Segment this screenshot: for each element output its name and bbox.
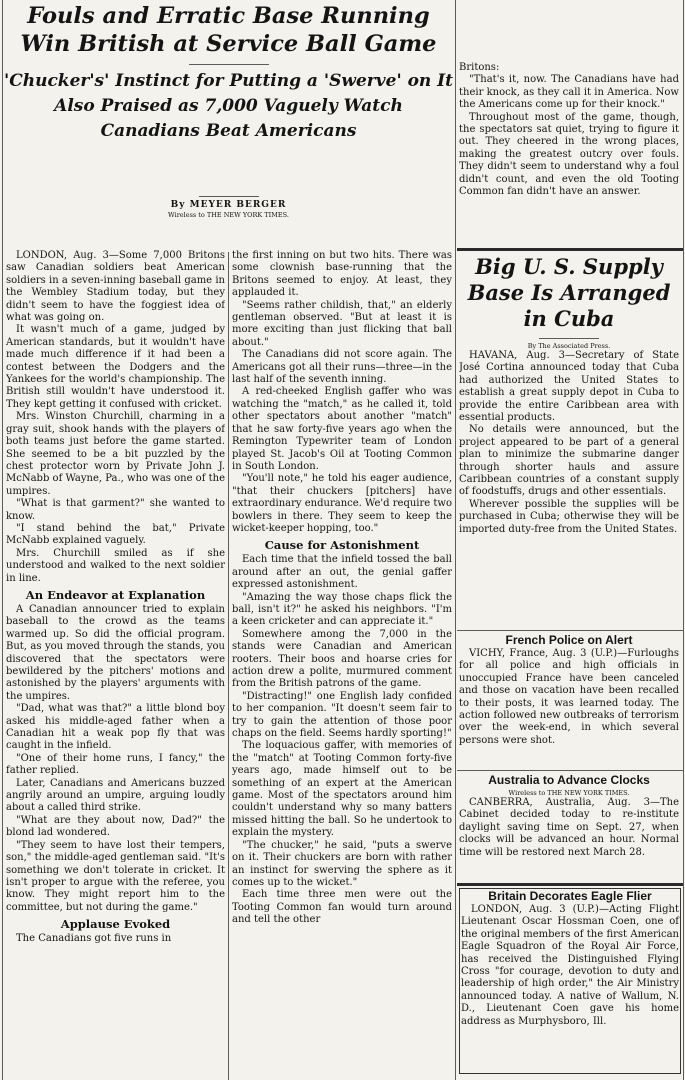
main-headline: Fouls and Erratic Base Running Win British at Service Ball Game [20,3,437,57]
main-byline-block [4,196,453,218]
col1-paragraph: "They seem to have lost their tempers, son," the middle-aged gentleman said. "It's something we don't tolerate in cricket. It isn't proper to argue with the referee, you know. They might report him to the committee, but not during the game." [6,839,225,913]
col1-paragraph: Mrs. Winston Churchill, charming in a gray suit, shook hands with the players of both teams just before the game started. She seemed to be a bit puzzled by the chest protector worn by Private John J. McNabb of Wayne, Pa., who was one of the umpires. [6,411,225,497]
cuba-paragraph: HAVANA, Aug. 3—Secretary of State José Cortina announced today that Cuba had authorized the United States to establish a great supply depot in Cuba to provide the entire Caribbean area with essential products. [459,350,679,424]
france-headline: French Police on Alert [505,633,633,647]
france-story [459,633,679,767]
main-column-1 [6,250,225,1080]
cuba-paragraph: Wherever possible the supplies will be purchased in Cuba; otherwise they will be imported duty-free from the United States. [459,498,679,535]
col3-paragraph: Throughout most of the game, though, the spectators sat quiet, trying to figure it out. They cheered in the wrong places, making the greatest outcry over fouls. They didn't seem to understand why a foul didn't count, and even the old Tooting Common fan didn't have an answer. [459,111,679,198]
col1-paragraph: Later, Canadians and Americans buzzed angrily around an umpire, arguing loudly about a called third strike. [6,777,225,814]
col1-paragraph: "What is that garment?" she wanted to know. [6,498,225,522]
col1-paragraph: "I stand behind the bat," Private McNabb explained vaguely. [6,522,225,547]
britain-headline: Britain Decorates Eagle Flier [488,889,652,903]
col2-paragraph: "Distracting!" one English lady confided to her companion. "It doesn't seem fair to try to gain the attention of those poor chaps on the field. Seems hardly sporting!" [232,690,452,740]
main-deck: 'Chucker's' Instinct for Putting a 'Swerve' on It Also Praised as 7,000 Vaguely Watch Canadians Beat Americans [4,71,453,141]
britain-story [459,888,681,1074]
col1-paragraph: A Canadian announcer tried to explain baseball to the crowd as the teams warmed up. So did the official program. But, as you moved through the stands, you discovered that the spectators were bewildered by the pitchers' motions and astonished by the players' arguments with the umpires. [6,603,225,702]
col2-paragraph: Somewhere among the 7,000 in the stands were Canadian and American rooters. Their boos and hoarse cries for action drew a polite, murmured comment from the British patrons of the game. [232,628,452,690]
australia-headline: Australia to Advance Clocks [488,773,650,787]
col1-paragraph: "One of their home runs, I fancy," the father replied. [6,752,225,777]
cuba-headline: Big U. S. Supply Base Is Arranged in Cuba [467,254,671,331]
col1-paragraph: "What are they about now, Dad?" the blond lad wondered. [6,814,225,839]
col2-paragraph: the first inning on but two hits. There was some clownish base-running that the Britons seemed to enjoy. At least, they applauded it. [232,250,452,299]
col1-paragraph: The Canadians got five runs in [16,933,172,945]
cuba-story [459,254,679,628]
main-column-2 [232,250,452,1080]
col2-paragraph: Each time that the infield tossed the ball around after an out, the genial gaffer expressed astonishment. [232,554,452,591]
australia-paragraph: CANBERRA, Australia, Aug. 3—The Cabinet decided today to re-institute daylight saving time on Sept. 27, when clocks will be advanced an hour. Normal time will be restored next March 28. [459,797,679,858]
col1-paragraph: It wasn't much of a game, judged by American standards, but it wouldn't have made much difference if it had been a contest between the Dodgers and the Yankees for the world's championship. The British still wouldn't have understood it. They kept getting it confused with cricket. [6,324,225,410]
col3-paragraph: "That's it, now. The Canadians have had their knock, as they call it in America. Now the Americans come up for their knock." [459,74,679,111]
col2-paragraph: "Seems rather childish, that," an elderly gentleman observed. "But at least it is more exciting than just flicking that ball about." [232,299,452,348]
cuba-paragraph: No details were announced, but the project appeared to be part of a general plan to minimize the submarine danger through shorter hauls and assure Caribbean countries of a constant supply of foodstuffs, drugs and other essentials. [459,424,679,498]
main-headline-block [4,2,453,198]
col1-paragraph: "Dad, what was that?" a little blond boy asked his middle-aged father when a Canadian hit a weak pop fly that was caught in the infield. [6,703,225,752]
australia-story [459,773,679,881]
col3-paragraph: Britons: [459,62,500,73]
col2-paragraph: "You'll note," he told his eager audience, "that their chuckers [pitchers] have extraordinary endurance. We'd require two bowlers in there. They seem to keep the wicket-keeper hopping, too." [232,473,452,534]
col2-paragraph: The loquacious gaffer, with memories of the "match" at Tooting Common forty-five years ago, made himself out to be something of an expert at the American game. Most of the spectators around him couldn't understand why so many batters missed hitting the ball. So he undertook to explain the mystery. [232,740,452,839]
subhead-astonishment: Cause for Astonishment [264,538,420,553]
byline-credit: Wireless to THE NEW YORK TIMES. [168,211,289,218]
col2-paragraph: "Amazing the way those chaps flick the ball, isn't it?" he asked his neighbors. "I'm a keen cricketer and can appreciate it." [232,591,452,628]
australia-credit: Wireless to THE NEW YORK TIMES. [508,789,630,797]
col2-paragraph: The Canadians did not score again. The Americans got all their runs—three—in the last half of the seventh inning. [232,349,452,386]
byline: By MEYER BERGER [170,200,287,210]
cuba-credit: By The Associated Press. [527,342,611,350]
subhead-endeavor: An Endeavor at Explanation [25,587,206,602]
col1-paragraph: LONDON, Aug. 3—Some 7,000 Britons saw Canadian soldiers beat American soldiers in a seven-inning baseball game in the Wembley Stadium today, but they didn't seem to have the foggiest idea of what was going on. [6,250,225,324]
subhead-applause: Applause Evoked [60,917,171,932]
col2-paragraph: Each time three men were out the Tooting Common fan would turn around and tell the other [232,889,452,926]
col2-paragraph: "The chucker," he said, "puts a swerve on it. Their chuckers are born with rather an instinct for swerving the sphere as it comes up to the wicket." [232,839,452,888]
col1-paragraph: Mrs. Churchill smiled as if she understood and walked to the next soldier in line. [6,547,225,584]
col2-paragraph: A red-cheeked English gaffer who was watching the "match," as he called it, told other spectators about another "match" that he saw forty-five years ago when the Remington Typewriter team of London played St. Jacob's Oil at Tooting Common in South London. [232,386,452,472]
britain-paragraph: LONDON, Aug. 3 (U.P.)—Acting Flight Lieutenant Oscar Hossman Coen, one of the original members of the first American Eagle Squadron of the Royal Air Force, has received the Distinguished Flying Cross "for courage, devotion to duty and leadership of high order," the Air Ministry announced today. A native of Wallum, N. D., Lieutenant Coen gave his home address as Murphysboro, Ill. [461,904,679,1027]
main-column-3 [459,62,679,246]
france-paragraph: VICHY, France, Aug. 3 (U.P.)—Furloughs for all police and high officials in unoccupied France have been canceled and those on vacation have been recalled to their posts, it was learned today. The action followed new outbreaks of terrorism over the week-end, in which several persons were shot. [459,648,679,746]
